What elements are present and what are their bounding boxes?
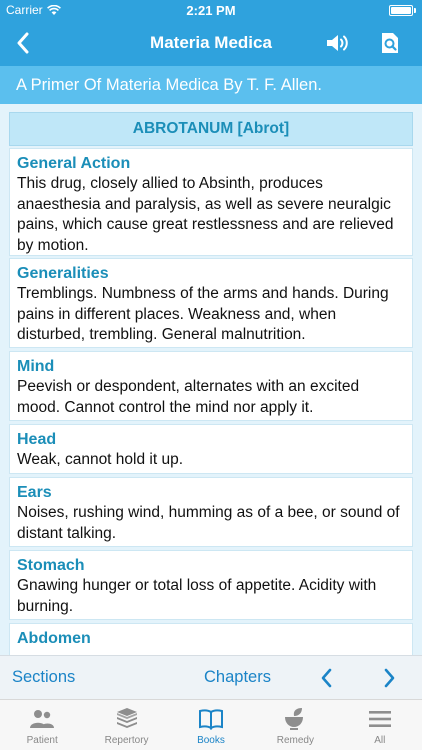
menu-icon [366,706,394,732]
section-navigation-bar [0,655,422,699]
section-body: Noises, rushing wind, humming as of a bee, or sound of distant talking. [17,504,400,542]
section-generalities [9,258,413,348]
section-heading: Stomach [17,557,85,574]
tab-label: Remedy [276,735,314,746]
patient-icon [28,706,56,732]
books-icon [197,706,225,732]
section-ears [9,477,413,547]
tab-patient[interactable] [0,700,84,750]
section-heading: Head [17,431,57,448]
section-body: Tremblings. Numbness of the arms and hands. During pains in different places. Weakness and, when disturbed, trembling. General malnutrition. [17,285,389,343]
content-area[interactable] [0,104,422,655]
tab-remedy[interactable] [253,700,337,750]
search-button[interactable] [378,31,402,55]
wifi-icon [47,5,61,16]
previous-button[interactable] [316,666,338,690]
section-heading: Ears [17,484,52,501]
section-heading: Generalities [17,265,109,282]
status-left [6,3,61,17]
nav-bar [0,20,422,66]
speaker-button[interactable] [324,31,350,55]
tab-label: Books [197,735,225,746]
tab-repertory[interactable] [84,700,168,750]
speaker-icon [324,31,350,55]
section-abdomen [9,623,413,655]
remedy-title: ABROTANUM [Abrot] [9,112,413,146]
tab-bar [0,699,422,750]
status-bar [0,0,422,20]
chevron-right-icon [378,666,400,690]
book-title: A Primer Of Materia Medica By T. F. Allen. [16,75,322,94]
chevron-left-icon [316,666,338,690]
next-button[interactable] [378,666,400,690]
battery-icon [389,5,416,16]
section-body: Weak, cannot hold it up. [17,451,184,468]
tab-books[interactable] [169,700,253,750]
battery-fill [391,7,411,14]
section-stomach [9,550,413,620]
page-title: Materia Medica [150,33,272,52]
remedy-icon [281,706,309,732]
section-body: Gnawing hunger or total loss of appetite. Acidity with burning. [17,577,377,615]
section-body: Peevish or despondent, alternates with an excited mood. Cannot control the mind nor apply it. [17,378,360,416]
tab-label: All [374,735,386,746]
section-heading: Mind [17,358,55,375]
section-general-action [9,148,413,256]
section-head [9,424,413,474]
tab-label: Repertory [104,735,149,746]
sections-button[interactable]: Sections [12,668,76,686]
section-body: This drug, closely allied to Absinth, produces anaesthesia and paralysis, as well as severe neuralgic pains, which cause great restlessness and are relieved by motion. [17,175,394,254]
section-mind [9,351,413,421]
repertory-icon [113,706,141,732]
tab-label: Patient [26,735,58,746]
book-title-bar [0,66,422,104]
section-heading: Abdomen [17,630,91,647]
tab-all[interactable] [338,700,422,750]
section-heading: General Action [17,155,131,172]
status-time: 2:21 PM [186,2,236,18]
document-search-icon [378,31,402,55]
carrier-label: Carrier [6,3,43,17]
chapters-button[interactable]: Chapters [204,668,271,686]
